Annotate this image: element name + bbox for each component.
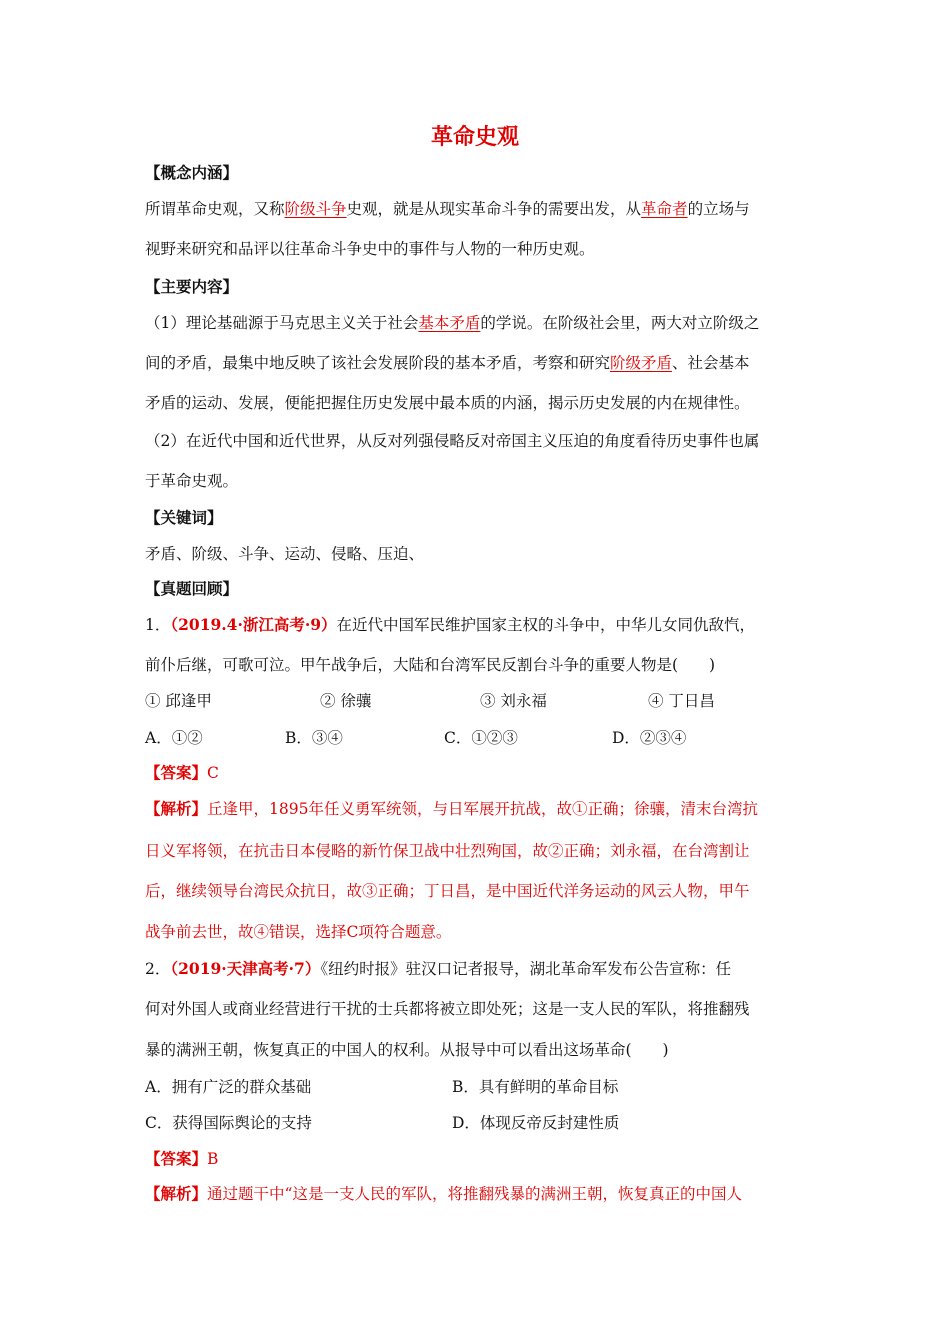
term-revolutionary: 革命者: [641, 200, 688, 218]
q1-answer: 【答案】C: [145, 763, 219, 782]
q1-source: （2019.4·浙江高考·9）: [170, 615, 337, 634]
q2-answer: 【答案】B: [145, 1149, 219, 1168]
term-class-contradiction: 阶级矛盾: [610, 354, 673, 372]
q1-stem-line-2: 前仆后继，可歌可泣。甲午战争后，大陆和台湾军民反割台斗争的重要人物是( ): [145, 656, 716, 674]
section-heading-main: 【主要内容】: [145, 277, 239, 296]
q2-stem-line-1: 2．（2019·天津高考·7）《纽约时报》驻汉口记者报导，湖北革命军发布公告宣称：任: [145, 959, 732, 978]
q1-item-1: ① 邱逢甲: [145, 692, 212, 710]
section-heading-review: 【真题回顾】: [145, 579, 239, 598]
q1-analysis-line-2: 日义军将领，在抗击日本侵略的新竹保卫战中壮烈殉国，故②正确；刘永福，在台湾割让: [145, 842, 750, 860]
q2-option-b: B．具有鲜明的革命目标: [452, 1078, 619, 1096]
section-heading-keywords: 【关键词】: [145, 508, 223, 527]
q1-analysis-line-4: 战争前去世，故④错误，选择C项符合题意。: [145, 923, 452, 941]
q1-option-d: D．②③④: [612, 729, 687, 747]
concept-line-2: 视野来研究和品评以往革命斗争史中的事件与人物的一种历史观。: [145, 240, 595, 258]
q1-item-2: ② 徐骧: [320, 692, 372, 710]
q1-analysis-line-1: 【解析】丘逢甲，1895年任义勇军统领，与日军展开抗战，故①正确；徐骧，清末台湾抗: [145, 799, 758, 818]
term-basic-contradiction: 基本矛盾: [418, 314, 481, 332]
page-title: 革命史观: [430, 124, 519, 150]
q2-option-a: A．拥有广泛的群众基础: [145, 1078, 312, 1096]
main-p1-line-1: （1）理论基础源于马克思主义关于社会基本矛盾的学说。在阶级社会里，两大对立阶级之: [145, 314, 760, 332]
main-p2-line-1: （2）在近代中国和近代世界，从反对列强侵略反对帝国主义压迫的角度看待历史事件也属: [145, 432, 760, 450]
q2-analysis-line-1: 【解析】通过题干中“这是一支人民的军队，将推翻残暴的满洲王朝，恢复真正的中国人: [145, 1184, 742, 1203]
main-p1-line-2: 间的矛盾，最集中地反映了该社会发展阶段的基本矛盾，考察和研究阶级矛盾、社会基本: [145, 354, 750, 372]
q2-source: （2019·天津高考·7）: [170, 959, 321, 978]
q2-stem-line-3: 暴的满洲王朝，恢复真正的中国人的权利。从报导中可以看出这场革命( ): [145, 1041, 669, 1059]
q2-stem-line-2: 何对外国人或商业经营进行干扰的士兵都将被立即处死；这是一支人民的军队，将推翻残: [145, 1000, 750, 1018]
q1-option-b: B．③④: [285, 729, 343, 747]
q2-option-d: D．体现反帝反封建性质: [452, 1114, 620, 1132]
main-p1-line-3: 矛盾的运动、发展，便能把握住历史发展中最本质的内涵，揭示历史发展的内在规律性。: [145, 394, 750, 412]
main-p2-line-2: 于革命史观。: [145, 472, 239, 490]
concept-line-1: 所谓革命史观，又称阶级斗争史观，就是从现实革命斗争的需要出发，从革命者的立场与: [145, 200, 750, 218]
q1-item-4: ④ 丁日昌: [648, 692, 715, 710]
term-class-struggle: 阶级斗争: [284, 200, 347, 218]
q1-option-a: A．①②: [145, 729, 203, 747]
q1-option-c: C．①②③: [444, 729, 518, 747]
q2-option-c: C．获得国际舆论的支持: [145, 1114, 312, 1132]
q1-item-3: ③ 刘永福: [480, 692, 547, 710]
q1-analysis-line-3: 后，继续领导台湾民众抗日，故③正确；丁日昌，是中国近代洋务运动的风云人物，甲午: [145, 882, 750, 900]
q1-stem-line-1: 1．（2019.4·浙江高考·9）在近代中国军民维护国家主权的斗争中，中华儿女同仇敌忾，: [145, 615, 756, 634]
keywords-line: 矛盾、阶级、斗争、运动、侵略、压迫、: [145, 545, 425, 563]
section-heading-concept: 【概念内涵】: [145, 163, 239, 182]
